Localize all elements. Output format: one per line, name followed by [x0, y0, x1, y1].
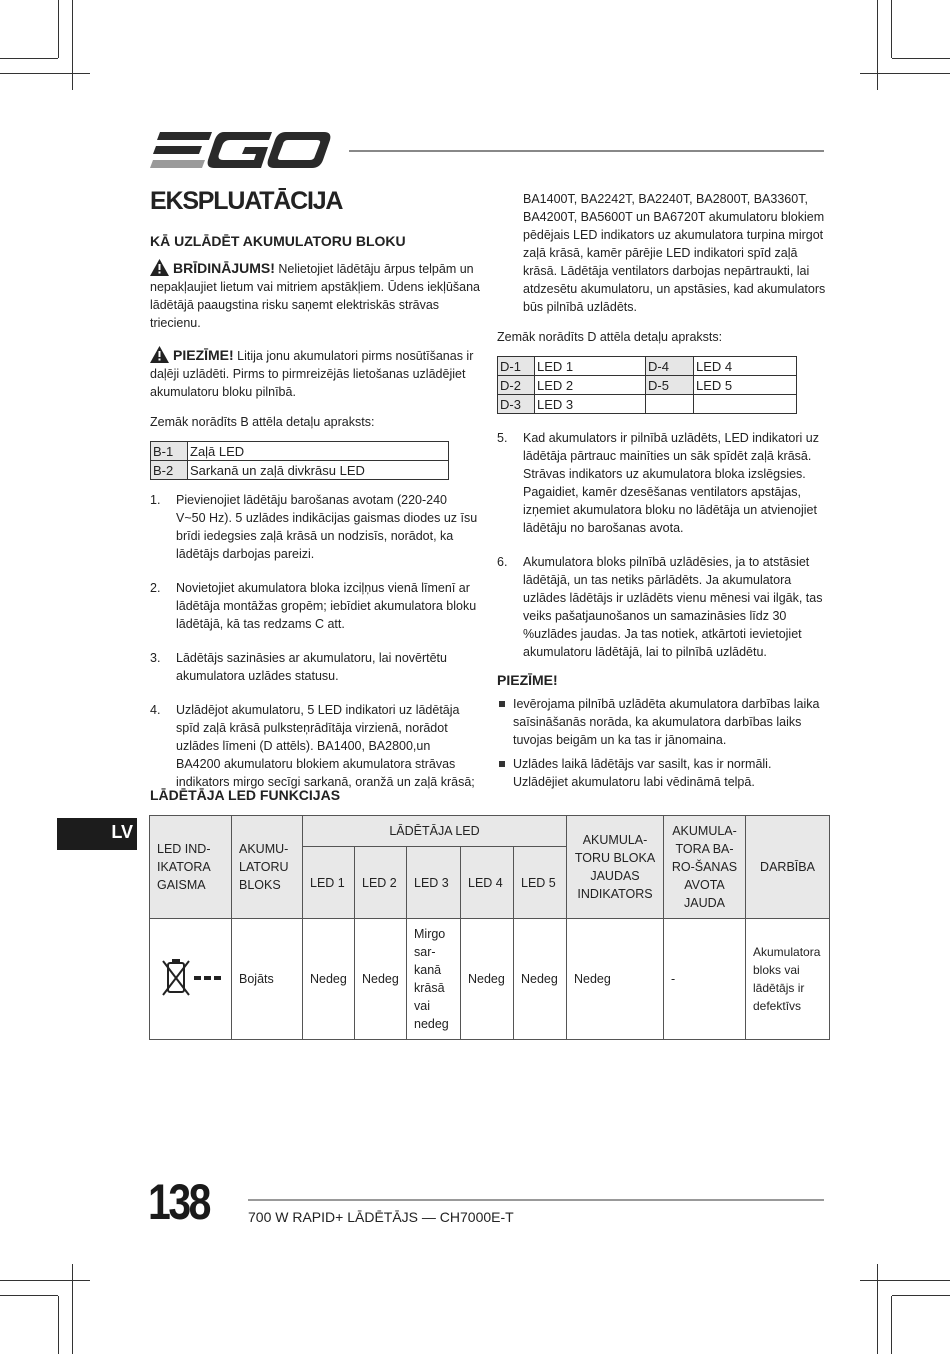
- crop-mark: [72, 1264, 73, 1354]
- step-number: 1.: [150, 493, 161, 507]
- header-led: LED 3: [407, 847, 461, 919]
- led-status: Nedeg: [303, 919, 355, 1040]
- step-number: 2.: [150, 581, 161, 595]
- crop-mark: [877, 1264, 878, 1354]
- crop-mark: [72, 0, 73, 90]
- steps-list-left: [150, 491, 478, 791]
- d-intro: Zemāk norādīts D attēla detaļu apraksts:: [497, 330, 723, 344]
- list-item: [497, 695, 827, 749]
- crop-mark: [58, 1296, 59, 1354]
- d-value-empty: [694, 395, 797, 414]
- d-key: D-5: [646, 376, 694, 395]
- table-row: [498, 376, 797, 395]
- header-battery-indicator: AKUMULA- TORU BLOKA JAUDAS INDIKATORS: [567, 816, 664, 919]
- step-text: Lādētājs sazināsies ar akumulatoru, lai novērtētu akumulatora uzlādes statusu.: [176, 651, 447, 683]
- list-item: [150, 579, 478, 633]
- pack-status: Bojāts: [232, 919, 303, 1040]
- bullet-marker: [499, 701, 505, 707]
- d-value: LED 1: [535, 357, 646, 376]
- header-led: LED 1: [303, 847, 355, 919]
- crop-mark: [0, 58, 58, 59]
- bullet-marker: [499, 761, 505, 767]
- warning-text: Nelietojiet lādētāju ārpus telpām un nepakļaujiet lietum vai mitriem apstākļiem. Ūdens iekļūšana lādētājā paaugstina risku saņemt elektriskās strāvas triecienu.: [150, 262, 481, 330]
- crop-mark: [860, 1280, 950, 1281]
- list-item: [497, 755, 827, 791]
- warning-icon: [150, 259, 169, 276]
- warning-icon: [150, 346, 169, 363]
- led-section-title: LĀDĒTĀJA LED FUNKCIJAS: [150, 787, 341, 803]
- steps-list-right: [497, 429, 827, 661]
- d-key: D-2: [498, 376, 535, 395]
- note-title: PIEZĪME!: [497, 672, 558, 688]
- b-key: B-1: [151, 442, 188, 461]
- continuation-text: BA1400T, BA2242T, BA2240T, BA2800T, BA3360T, BA4200T, BA5600T un BA6720T akumulatoru blokiem pēdējais LED indikators uz akumulatora turpina mirgot zaļā krāsā, kamēr pārējie LED indikatori spīd zaļā krāsā. Lādētāja ventilators darbojas nepārtraukti, lai atdzesētu akumulatoru, un apstāsies, kad akumulators būs pilnībā uzlādēts.: [523, 192, 826, 314]
- table-row: [498, 395, 797, 414]
- table-row: [150, 919, 830, 1040]
- led-status: Nedeg: [461, 919, 514, 1040]
- crop-mark: [891, 0, 892, 58]
- crop-mark: [0, 1280, 90, 1281]
- d-key: D-1: [498, 357, 535, 376]
- d-key: D-3: [498, 395, 535, 414]
- d-key: D-4: [646, 357, 694, 376]
- header-led: LED 4: [461, 847, 514, 919]
- d-detail-table: [497, 356, 797, 414]
- step-number: 4.: [150, 703, 161, 717]
- header-action: DARBĪBA: [746, 816, 830, 919]
- footer-rule: [248, 1199, 824, 1201]
- list-item: [150, 701, 478, 791]
- d-value: LED 3: [535, 395, 646, 414]
- crop-mark: [892, 1295, 950, 1296]
- b-value: Zaļā LED: [188, 442, 449, 461]
- header-battery-pack: AKUMU- LATORU BLOKS: [232, 816, 303, 919]
- warning-paragraph: [150, 259, 480, 332]
- header-led-light: LED IND- IKATORA GAISMA: [150, 816, 232, 919]
- led-functions-table: [149, 815, 830, 1040]
- led-light-cell: [150, 919, 232, 1040]
- header-rule: [349, 150, 824, 152]
- crop-mark: [877, 0, 878, 90]
- crop-mark: [58, 0, 59, 58]
- warning-label: BRĪDINĀJUMS!: [173, 260, 275, 276]
- step-number: 5.: [497, 431, 508, 445]
- table-row: [498, 357, 797, 376]
- step-number: 6.: [497, 555, 508, 569]
- led-status: Mirgo sar- kanā krāsā vai nedeg: [407, 919, 461, 1040]
- bullet-text: Uzlādes laikā lādētājs var sasilt, kas ir normāli. Uzlādējiet akumulatoru labi vēdināmā telpā.: [513, 757, 772, 789]
- list-item: [497, 553, 827, 661]
- crop-mark: [0, 1295, 58, 1296]
- page-title: EKSPLUATĀCIJA: [150, 187, 343, 215]
- step-text: Uzlādējot akumulatoru, 5 LED indikatori uz lādētāja spīd zaļā krāsā pulksteņrādītāja virzienā, norādot uzlādes līmeni (D attēls). BA1400, BA2800,un BA4200 akumulatoru blokiem akumulatora strāvas indikators mirgo secīgi sarkanā, oranžā un zaļā krāsā;: [176, 703, 475, 789]
- d-value: LED 2: [535, 376, 646, 395]
- list-item: [150, 649, 478, 685]
- page-number: 138: [148, 1174, 210, 1230]
- crop-mark: [892, 58, 950, 59]
- step-text: Akumulatora bloks pilnībā uzlādēsies, ja to atstāsiet lādētājā, un tas netiks pārlādēts. Ja akumulatora uzlādes lādētājs ir uzlādēts vienu mēnesi vai ilgāk, tas veiks pašatjaunošanos un samazināsies līdz 30 %uzlādes jaudas. Ja tas notiek, atkārtoti ievietojiet akumulatoru lādētājā, lai to pilnībā uzlādētu.: [523, 555, 823, 659]
- crop-mark: [860, 73, 950, 74]
- battery-crossed-icon: [159, 957, 223, 997]
- crop-mark: [891, 1296, 892, 1354]
- step-number: 3.: [150, 651, 161, 665]
- ego-logo: [150, 130, 332, 172]
- d-value: LED 4: [694, 357, 797, 376]
- d-key-empty: [646, 395, 694, 414]
- step-text: Kad akumulators ir pilnībā uzlādēts, LED indikatori uz lādētāja pārtrauc mainīties un sāk spīdēt zaļā krāsā. Strāvas indikators uz akumulatora bloka izslēgsies. Pagaidiet, kamēr dzesēšanas ventilators apstājas, izņemiet akumulatora bloku no lādētāja un atvienojiet lādētāju no barošanas avota.: [523, 431, 819, 535]
- header-led: LED 2: [355, 847, 407, 919]
- header-charger-led: LĀDĒTĀJA LED: [303, 816, 567, 847]
- action-text: Akumulatora bloks vai lādētājs ir defektīvs: [746, 919, 830, 1040]
- header-led: LED 5: [514, 847, 567, 919]
- led-status: Nedeg: [355, 919, 407, 1040]
- side-tab-label: LV: [111, 822, 133, 842]
- list-item: [497, 429, 827, 537]
- section-subtitle: KĀ UZLĀDĒT AKUMULATORU BLOKU: [150, 233, 406, 249]
- note-label: PIEZĪME!: [173, 347, 234, 363]
- table-row: [151, 461, 449, 480]
- b-value: Sarkanā un zaļā divkrāsu LED: [188, 461, 449, 480]
- b-detail-table: [150, 441, 449, 480]
- list-item: [150, 491, 478, 563]
- led-status: Nedeg: [514, 919, 567, 1040]
- power-status: -: [664, 919, 746, 1040]
- note-paragraph: [150, 346, 480, 401]
- b-key: B-2: [151, 461, 188, 480]
- step-text: Novietojiet akumulatora bloka izciļņus vienā līmenī ar lādētāja montāžas gropēm; iebīdiet akumulatora bloku lādētājā, kā tas redzams C att.: [176, 581, 477, 631]
- header-power-source: AKUMULA- TORA BA- RO-ŠANAS AVOTA JAUDA: [664, 816, 746, 919]
- note-text: Litija jonu akumulatori pirms nosūtīšanas ir daļēji uzlādēti. Pirms to pirmreizējās lietošanas uzlādējiet akumulatoru bloku pilnībā.: [150, 349, 474, 399]
- table-header-row: [150, 816, 830, 847]
- side-tab: [57, 818, 137, 850]
- step-text: Pievienojiet lādētāju barošanas avotam (220-240 V~50 Hz). 5 uzlādes indikācijas gaismas diodes uz īsu brīdi iedegsies zaļā krāsā un nodzisīs, norādot, ka lādētājs darbojas pareizi.: [176, 493, 478, 561]
- indicator-status: Nedeg: [567, 919, 664, 1040]
- table-row: [151, 442, 449, 461]
- crop-mark: [0, 73, 90, 74]
- bullet-text: Ievērojama pilnībā uzlādēta akumulatora darbības laika saīsināšanās norāda, ka akumulatora darbības laiks tuvojas beigām un ka tas ir jānomaina.: [513, 697, 820, 747]
- b-intro: Zemāk norādīts B attēla detaļu apraksts:: [150, 415, 375, 429]
- d-value: LED 5: [694, 376, 797, 395]
- footer-doc-title: 700 W RAPID+ LĀDĒTĀJS — CH7000E-T: [248, 1209, 514, 1225]
